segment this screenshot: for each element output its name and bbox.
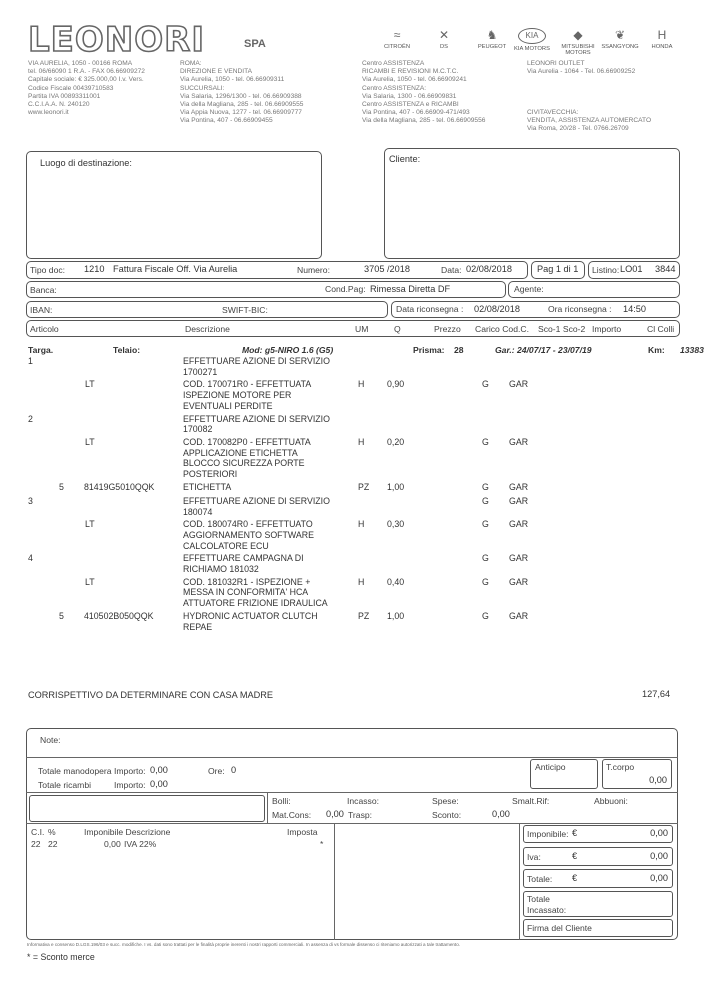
row-quantity: 1,00 — [387, 610, 405, 621]
iban-label: IBAN: — [30, 305, 53, 315]
row-quantity: 1,00 — [387, 481, 405, 492]
summary-col-divider — [519, 824, 520, 940]
row-quantity: 0,90 — [387, 379, 405, 390]
col-q: Q — [394, 324, 401, 334]
col3-line: Via Aurelia, 1050 - tel. 06.66909241 — [362, 76, 467, 84]
iva-imponibile: 0,00 — [104, 839, 121, 849]
col2-line: Via Aurelia, 1050 - tel. 06.66909311 — [180, 76, 285, 84]
col1-line: VIA AURELIA, 1050 - 00166 ROMA — [28, 60, 133, 67]
listino-label: Listino: — [592, 265, 620, 275]
brand-name: SSANGYONG — [601, 44, 639, 50]
prisma-value: 28 — [454, 345, 464, 355]
row-description-line: ETICHETTA — [183, 481, 232, 492]
totale-value: 0,00 — [650, 873, 668, 883]
iva-divider — [26, 823, 678, 824]
destination-label: Luogo di destinazione: — [40, 158, 132, 168]
note-label: Note: — [40, 735, 61, 745]
row-description-line: COD. 170082P0 - EFFETTUATA — [183, 436, 311, 447]
privacy-notice: Informativa e consenso D.LGS.196/03 e succ. modifiche. I vs. dati sono trattati per le finalità proprie inerenti i nostri rapporti commerciali. In assenza di vs formale dissenso ci riteniamo autorizzati a tale trattamento. — [27, 942, 461, 947]
mat-cons-value: 0,00 — [326, 809, 344, 819]
row-description-line: EFFETTUARE AZIONE DI SERVIZIO — [183, 356, 330, 366]
col-importo: Importo — [592, 324, 622, 334]
data-riconsegna-value: 02/08/2018 — [474, 304, 520, 314]
tipo-doc-label: Tipo doc: — [30, 265, 66, 275]
col3-line: Centro ASSISTENZA — [362, 60, 425, 67]
listino-value: LO01 — [620, 264, 643, 274]
col2-line: Via della Magliana, 285 - tel. 06.66909555 — [180, 101, 304, 109]
col4b-line: Via Roma, 20/28 - Tel. 0766.26709 — [527, 125, 629, 133]
row-description-line: 170082 — [183, 424, 213, 435]
row-article: LT — [85, 576, 95, 587]
columns-header — [26, 320, 680, 337]
ssangyong-wings-icon: ❦ — [614, 28, 626, 42]
col4b-line: VENDITA, ASSISTENZA AUTOMERCATO — [527, 117, 652, 125]
note-divider — [26, 757, 678, 758]
bolli-label: Bolli: — [272, 796, 291, 806]
company-address-col — [28, 60, 145, 117]
firma-label: Firma del Cliente — [527, 923, 592, 933]
row-um: H — [358, 436, 365, 447]
col1-line: www.leonori.it — [28, 109, 69, 117]
totale-incassato-box — [523, 891, 673, 917]
row-code: G — [482, 495, 489, 506]
brand-logo — [470, 28, 514, 50]
page-count: Pag 1 di 1 — [537, 264, 579, 274]
col3-line: Centro ASSISTENZA e RICAMBI — [362, 101, 459, 109]
row-code: G — [482, 610, 489, 621]
ore-value: 0 — [231, 765, 237, 775]
blank-left-box — [29, 795, 265, 822]
row-um: PZ — [358, 610, 370, 621]
rome-branches-col — [180, 60, 303, 126]
col-sco: Sco-1 Sco-2 — [538, 324, 586, 334]
imponibile-desc-label: Imponibile Descrizione — [84, 827, 171, 837]
data-riconsegna-label: Data riconsegna : — [396, 304, 464, 314]
col2-line: DIREZIONE E VENDITA — [180, 68, 253, 76]
iban-box — [26, 301, 388, 318]
row-gar: GAR — [509, 495, 529, 506]
row-description-line: EFFETTUARE AZIONE DI SERVIZIO — [183, 495, 330, 506]
col3-line: RICAMBI E REVISIONI M.C.T.C. — [362, 68, 459, 76]
imponibile-label: Imponibile: — [527, 829, 569, 839]
col2-line: ROMA: — [180, 60, 202, 67]
col2-line: Via Appia Nuova, 1277 - tel. 06.66909777 — [180, 109, 302, 117]
peugeot-lion-icon: ♞ — [486, 28, 498, 42]
smalt-rif-label: Smalt.Rif: — [512, 796, 550, 806]
row-description-line: CALCOLATORE ECU — [183, 540, 269, 551]
brand-logo — [598, 28, 642, 50]
col-carico: Carico Cod.C. — [475, 324, 529, 334]
anticipo-label: Anticipo — [535, 762, 566, 772]
row-um: PZ — [358, 481, 370, 492]
brand-logo — [556, 28, 600, 56]
col-descrizione: Descrizione — [185, 324, 230, 334]
row-gar: GAR — [509, 610, 529, 621]
row-code: G — [482, 481, 489, 492]
row-code: G — [482, 379, 489, 390]
importo-manodopera-value: 0,00 — [150, 765, 168, 775]
destination-box — [26, 151, 322, 259]
prisma-label: Prisma: — [413, 345, 445, 355]
anticipo-box — [530, 759, 598, 789]
row-article: 410502B050QQK — [84, 610, 154, 621]
row-um: H — [358, 576, 365, 587]
brand-logo — [422, 28, 466, 50]
banca-box — [26, 281, 506, 298]
importo-ricambi-value: 0,00 — [150, 779, 168, 789]
row-number: 2 — [28, 413, 33, 424]
row-description-line: POSTERIORI — [183, 469, 238, 479]
row-description-line: EFFETTUARE AZIONE DI SERVIZIO — [183, 413, 330, 424]
listino-box — [588, 261, 680, 279]
row-gar: GAR — [509, 436, 529, 447]
row-code: G — [482, 553, 489, 564]
trasp-label: Trasp: — [348, 810, 373, 820]
page-box — [531, 261, 585, 279]
iva-pct: 22 — [48, 839, 58, 849]
row-code: G — [482, 576, 489, 587]
brand-name: KIA MOTORS — [514, 46, 550, 52]
totals-divider — [26, 792, 678, 793]
ora-riconsegna-value: 14:50 — [623, 304, 646, 314]
row-quantity: 0,20 — [387, 436, 405, 447]
brand-name: MITSUBISHI MOTORS — [561, 44, 595, 56]
service-centers-col — [362, 60, 485, 126]
row-code: G — [482, 519, 489, 530]
row-quantity: 0,40 — [387, 576, 405, 587]
importo-ricambi-label: Importo: — [114, 780, 146, 790]
row-number: 3 — [28, 495, 33, 506]
corrispettivo-value: 127,64 — [642, 689, 671, 699]
totale-label: Totale: — [527, 874, 553, 884]
imposta-label: Imposta — [287, 827, 318, 837]
row-description-line: HYDRONIC ACTUATOR CLUTCH — [183, 610, 318, 621]
doc-info-box — [26, 261, 528, 279]
brand-logo — [375, 28, 419, 50]
firma-box — [523, 919, 673, 937]
col1-line: Partita IVA 00893311001 — [28, 92, 101, 100]
col-articolo: Articolo — [30, 324, 59, 334]
agente-box — [508, 281, 680, 298]
ore-label: Ore: — [208, 766, 225, 776]
ds-logo-icon: ✕ — [438, 28, 450, 42]
row-description-line: ISPEZIONE MOTORE PER — [183, 390, 292, 401]
row-gar: GAR — [509, 553, 529, 564]
totale-box — [523, 869, 673, 888]
condpag-label: Cond.Pag: — [325, 284, 366, 294]
ci-label: C.I. — [31, 827, 45, 837]
col3-line: Via Pontina, 407 - 06.66909-471/493 — [362, 109, 470, 117]
row-description-line: COD. 181032R1 - ISPEZIONE + — [183, 576, 311, 587]
col-prezzo: Prezzo — [434, 324, 461, 334]
col1-line: Codice Fiscale 00439710583 — [28, 84, 114, 92]
col3-line: Via Salaria, 1300 - 06.66909831 — [362, 92, 457, 100]
brand-name: PEUGEOT — [477, 44, 507, 50]
row-description-line: COD. 180074R0 - EFFETTUATO — [183, 519, 313, 530]
tipo-doc-desc: Fattura Fiscale Off. Via Aurelia — [113, 264, 238, 274]
totale-incassato-label-2: Incassato: — [527, 905, 567, 915]
kia-oval-icon: KIA — [518, 28, 546, 44]
row-description-line: COD. 170071R0 - EFFETTUATA — [183, 379, 312, 390]
mitsubishi-diamond-icon: ◆ — [573, 28, 583, 42]
tipo-doc-code: 1210 — [84, 264, 105, 274]
row-gar: GAR — [509, 576, 529, 587]
brand-name: CITROËN — [383, 44, 411, 50]
row-number: 5 — [59, 481, 64, 492]
targa-label: Targa. — [28, 345, 54, 355]
row-number: 5 — [59, 610, 64, 621]
col-cicolli: Cl Colli — [647, 324, 675, 334]
km-label: Km: — [648, 345, 665, 355]
mat-cons-label: Mat.Cons: — [272, 810, 312, 820]
row-gar: GAR — [509, 519, 529, 530]
col4a-line: Via Aurelia - 1064 - Tel. 06.66909252 — [527, 68, 636, 76]
km-value: 13383 — [680, 345, 704, 355]
incasso-label: Incasso: — [347, 796, 380, 806]
row-gar: GAR — [509, 481, 529, 492]
condpag-value: Rimessa Diretta DF — [370, 284, 451, 294]
brand-logo — [510, 28, 554, 52]
col3-line: Centro ASSISTENZA: — [362, 84, 427, 92]
iva-value: 0,00 — [650, 851, 668, 861]
totale-manodopera-label: Totale manodopera — [38, 766, 112, 776]
row-quantity: 0,30 — [387, 519, 405, 530]
row-um: H — [358, 519, 365, 530]
totale-incassato-label-1: Totale — [527, 894, 550, 904]
brand-logo — [640, 28, 684, 50]
riconsegna-box — [391, 301, 680, 318]
row-article: LT — [85, 436, 95, 447]
iva-imposta: * — [320, 839, 324, 849]
row-description-line: 1700271 — [183, 366, 218, 377]
row-description-line: BLOCCO SICUREZZA PORTE — [183, 458, 305, 469]
telaio-label: Telaio: — [113, 345, 141, 355]
sconto-merce-note: * = Sconto merce — [27, 952, 95, 962]
row-article: 81419G5010QQK — [84, 481, 155, 492]
row-um: H — [358, 379, 365, 390]
row-description-line: EVENTUALI PERDITE — [183, 400, 273, 411]
row-number: 4 — [28, 553, 33, 564]
row-number: 1 — [28, 356, 33, 366]
iva-ci: 22 — [31, 839, 41, 849]
imponibile-currency: € — [572, 828, 578, 838]
row-description-line: EFFETTUARE CAMPAGNA DI — [183, 553, 304, 564]
ora-riconsegna-label: Ora riconsegna : — [548, 304, 612, 314]
banca-label: Banca: — [30, 285, 57, 295]
client-label: Cliente: — [389, 154, 421, 164]
row-description-line: ATTUATORE FRIZIONE IDRAULICA — [183, 598, 328, 609]
company-logo: LEONORI — [28, 20, 205, 60]
tcorpo-label: T.corpo — [606, 762, 635, 772]
col3-line: Via della Magliana, 285 - tel. 06.66909556 — [362, 117, 486, 125]
col4a-line: LEONORI OUTLET — [527, 60, 585, 67]
bolli-left-divider — [267, 793, 268, 823]
client-box — [384, 148, 680, 259]
numero-label: Numero: — [297, 265, 330, 275]
corrispettivo-label: CORRISPETTIVO DA DETERMINARE CON CASA MADRE — [28, 690, 274, 700]
data-label: Data: — [441, 265, 462, 275]
imponibile-box — [523, 825, 673, 843]
totale-ricambi-label: Totale ricambi — [38, 780, 92, 790]
vehicle-model: Mod: g5-NIRO 1.6 (G5) — [242, 345, 334, 355]
company-logo-suffix: SPA — [244, 38, 266, 50]
data-value: 02/08/2018 — [466, 264, 512, 274]
outlet-col — [527, 60, 635, 76]
abbuoni-label: Abbuoni: — [594, 796, 628, 806]
imponibile-value: 0,00 — [650, 828, 668, 838]
swift-label: SWIFT-BIC: — [222, 305, 268, 315]
row-description-line: APPLICAZIONE ETICHETTA — [183, 447, 298, 458]
col1-line: tel. 06/66090 1 R.A. - FAX 06.66909272 — [28, 68, 145, 76]
row-article: LT — [85, 519, 95, 530]
brand-name: DS — [439, 44, 449, 50]
row-description-line: 180074 — [183, 506, 213, 517]
civitavecchia-col — [527, 109, 651, 134]
iva-desc: IVA 22% — [124, 839, 157, 849]
col2-line: Via Salaria, 1296/1300 - tel. 06.66909388 — [180, 92, 302, 100]
col-um: UM — [355, 324, 369, 334]
iva-box — [523, 847, 673, 866]
row-gar: GAR — [509, 379, 529, 390]
brand-name: HONDA — [651, 44, 673, 50]
iva-label: Iva: — [527, 852, 541, 862]
tcorpo-value: 0,00 — [649, 775, 667, 785]
iva-currency: € — [572, 851, 578, 861]
col1-line: Capitale sociale: € 325.000,00 I.v. Vers. — [28, 76, 144, 84]
row-description-line: RICHIAMO 181032 — [183, 564, 259, 574]
numero-value: 3705 /2018 — [364, 264, 410, 274]
warranty-period: Gar.: 24/07/17 - 23/07/19 — [495, 345, 592, 355]
col2-line: Via Pontina, 407 - 06.66909455 — [180, 117, 273, 125]
sconto-label: Sconto: — [432, 810, 462, 820]
agente-label: Agente: — [514, 284, 544, 294]
honda-h-icon: H — [657, 28, 667, 42]
iva-col-divider — [334, 824, 335, 940]
pct-label: % — [48, 827, 56, 837]
citroen-chevron-icon: ≈ — [393, 28, 401, 42]
listino-num: 3844 — [655, 264, 676, 274]
row-code: G — [482, 436, 489, 447]
col4b-line: CIVITAVECCHIA: — [527, 109, 579, 116]
row-description-line: REPAE — [183, 621, 213, 632]
col2-line: SUCCURSALI: — [180, 84, 225, 92]
tcorpo-box — [602, 759, 672, 789]
col1-line: C.C.I.A.A. N. 240120 — [28, 101, 90, 109]
row-description-line: AGGIORNAMENTO SOFTWARE — [183, 529, 314, 540]
spese-label: Spese: — [432, 796, 459, 806]
row-article: LT — [85, 379, 95, 390]
importo-manodopera-label: Importo: — [114, 766, 146, 776]
sconto-value: 0,00 — [492, 809, 510, 819]
totale-currency: € — [572, 873, 578, 883]
row-description-line: MESSA IN CONFORMITA' HCA — [183, 587, 309, 598]
